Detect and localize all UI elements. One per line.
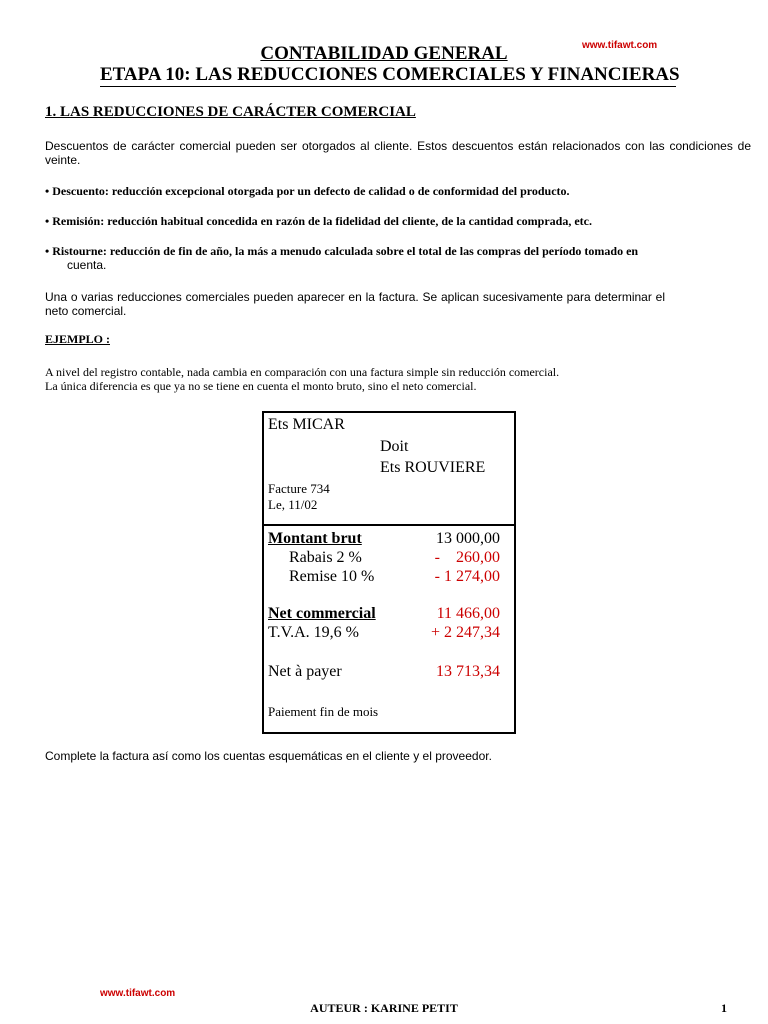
net-commercial-value: 11 466,00	[436, 605, 500, 622]
example-line-1: A nivel del registro contable, nada cambia en comparación con una factura simple sin reducción comercial.	[45, 365, 560, 379]
bullet-ristourne-line2: cuenta.	[67, 258, 107, 272]
paragraph-2: Una o varias reducciones comerciales pueden aparecer en la factura. Se aplican sucesivamente para determinar el neto comercial.	[45, 290, 665, 318]
net-payer-value: 13 713,34	[436, 663, 500, 680]
footer-author: AUTEUR : KARINE PETIT	[310, 1001, 458, 1015]
title-line-2: ETAPA 10: LAS REDUCCIONES COMERCIALES Y FINANCIERAS	[100, 64, 680, 85]
page-number: 1	[721, 1001, 727, 1015]
title-line-1: CONTABILIDAD GENERAL	[260, 43, 508, 64]
tva-label: T.V.A. 19,6 %	[268, 624, 359, 641]
section-heading: 1. LAS REDUCCIONES DE CARÁCTER COMERCIAL	[45, 104, 416, 120]
invoice-seller: Ets MICAR	[268, 416, 345, 433]
closing-instruction: Complete la factura así como los cuentas esquemáticas en el cliente y el proveedor.	[45, 749, 492, 763]
payment-terms: Paiement fin de mois	[268, 704, 379, 719]
remise-value: - 1 274,00	[434, 568, 500, 585]
example-label: EJEMPLO :	[45, 332, 110, 346]
invoice-box	[262, 411, 516, 734]
intro-paragraph: Descuentos de carácter comercial pueden ser otorgados al cliente. Estos descuentos están relacionados con las condiciones de veinte.	[45, 139, 751, 167]
bullet-remision: • Remisión: reducción habitual concedida en razón de la fidelidad del cliente, de la cantidad comprada, etc.	[45, 214, 592, 228]
tva-value: + 2 247,34	[430, 624, 500, 641]
site-link-bottom[interactable]: www.tifawt.com	[100, 988, 176, 999]
title-rule	[100, 86, 676, 87]
bullet-ristourne-line1: • Ristourne: reducción de fin de año, la más a menudo calculada sobre el total de las compras del período tomado en	[45, 244, 639, 258]
montant-brut-value: 13 000,00	[436, 530, 500, 547]
rabais-value: - 260,00	[434, 549, 500, 566]
site-link-top[interactable]: www.tifawt.com	[582, 40, 658, 51]
net-payer-label: Net à payer	[268, 663, 342, 680]
invoice-number: Facture 734	[268, 481, 330, 496]
invoice-doit: Doit	[380, 438, 409, 455]
bullet-descuento: • Descuento: reducción excepcional otorgada por un defecto de calidad o de conformidad del producto.	[45, 184, 570, 198]
net-commercial-label: Net commercial	[268, 605, 376, 622]
rabais-label: Rabais 2 %	[289, 549, 362, 566]
example-line-2: La única diferencia es que ya no se tiene en cuenta el monto bruto, sino el neto comercial.	[45, 379, 477, 393]
bullet-ristourne	[45, 244, 715, 272]
remise-label: Remise 10 %	[289, 568, 375, 585]
invoice-divider	[264, 524, 514, 526]
montant-brut-label: Montant brut	[268, 530, 362, 547]
invoice-buyer: Ets ROUVIERE	[380, 459, 486, 476]
invoice-date: Le, 11/02	[268, 497, 318, 512]
